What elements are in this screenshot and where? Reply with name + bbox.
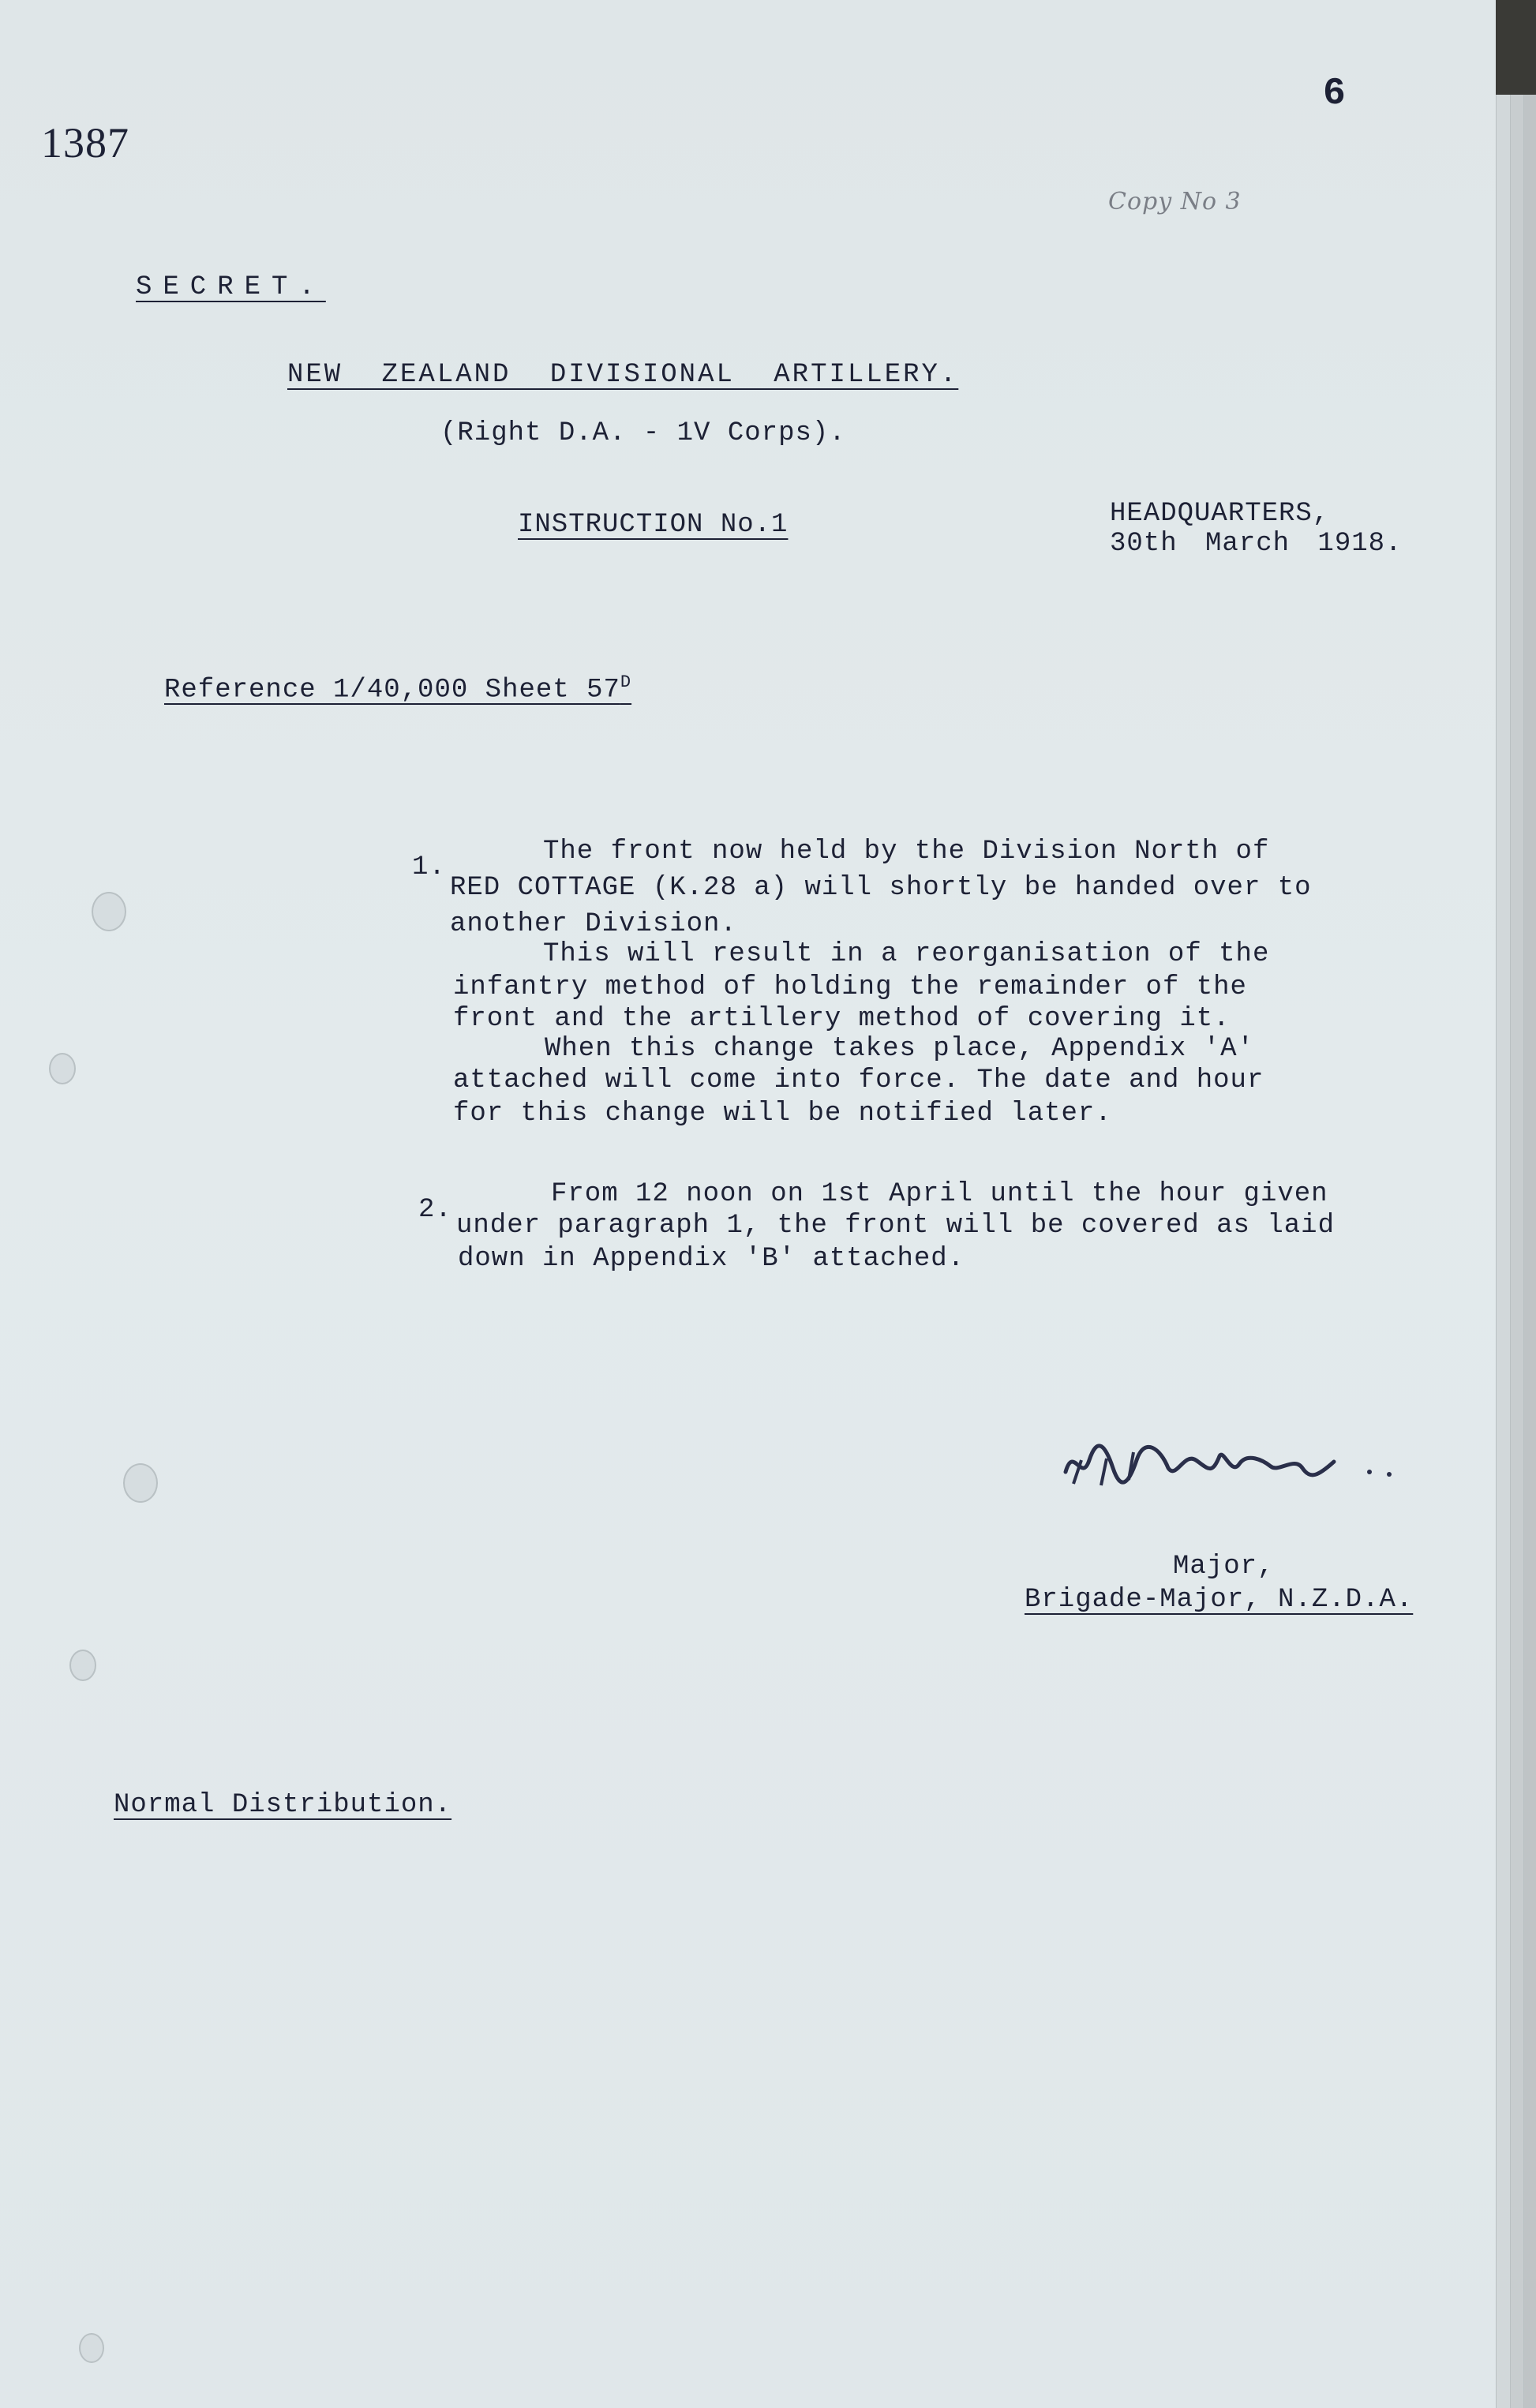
reference-superscript: D	[620, 672, 632, 692]
paragraph-number: 1.	[412, 852, 446, 882]
paragraph-line: infantry method of holding the remainder of the	[453, 972, 1247, 1002]
signatory-title: Brigade-Major, N.Z.D.A.	[1025, 1585, 1414, 1615]
map-reference	[164, 672, 631, 705]
instruction-title: INSTRUCTION No.1	[518, 510, 789, 540]
punch-hole	[123, 1463, 158, 1503]
page-number: 6	[1323, 73, 1347, 115]
punch-hole	[49, 1053, 76, 1084]
copy-note: Copy No 3	[1108, 188, 1242, 215]
subunit-heading: (Right D.A. - 1V Corps).	[440, 418, 846, 448]
document-date: 30th March 1918.	[1110, 529, 1403, 559]
punch-hole	[69, 1650, 96, 1681]
unit-heading: NEW ZEALAND DIVISIONAL ARTILLERY.	[287, 360, 959, 390]
paragraph-number: 2.	[418, 1195, 452, 1225]
page-edge	[1523, 95, 1536, 2408]
paragraph-line: another Division.	[450, 909, 737, 939]
paragraph-line: down in Appendix 'B' attached.	[458, 1244, 965, 1274]
paragraph-line: The front now held by the Division North of	[543, 837, 1270, 867]
punch-hole	[92, 892, 126, 931]
distribution-note: Normal Distribution.	[114, 1790, 452, 1820]
paragraph-line: From 12 noon on 1st April until the hour given	[551, 1179, 1328, 1209]
paragraph-line: RED COTTAGE (K.28 a) will shortly be handed over to	[450, 873, 1312, 903]
paragraph-line: When this change takes place, Appendix 'A'	[545, 1034, 1254, 1064]
handwritten-signature	[1058, 1429, 1405, 1500]
reference-text: Reference 1/40,000 Sheet 57	[164, 675, 620, 706]
paragraph-line: under paragraph 1, the front will be covered as laid	[456, 1211, 1335, 1241]
punch-hole	[79, 2333, 104, 2363]
file-number: 1387	[41, 119, 129, 167]
paragraph-line: for this change will be notified later.	[453, 1099, 1112, 1129]
paragraph-line: This will result in a reorganisation of the	[543, 939, 1270, 969]
paragraph-line: attached will come into force. The date and hour	[453, 1065, 1264, 1095]
headquarters-label: HEADQUARTERS,	[1110, 499, 1330, 529]
classification: SECRET.	[136, 272, 326, 302]
signatory-rank: Major,	[1173, 1552, 1275, 1582]
paragraph-line: front and the artillery method of covering it.	[453, 1004, 1231, 1034]
